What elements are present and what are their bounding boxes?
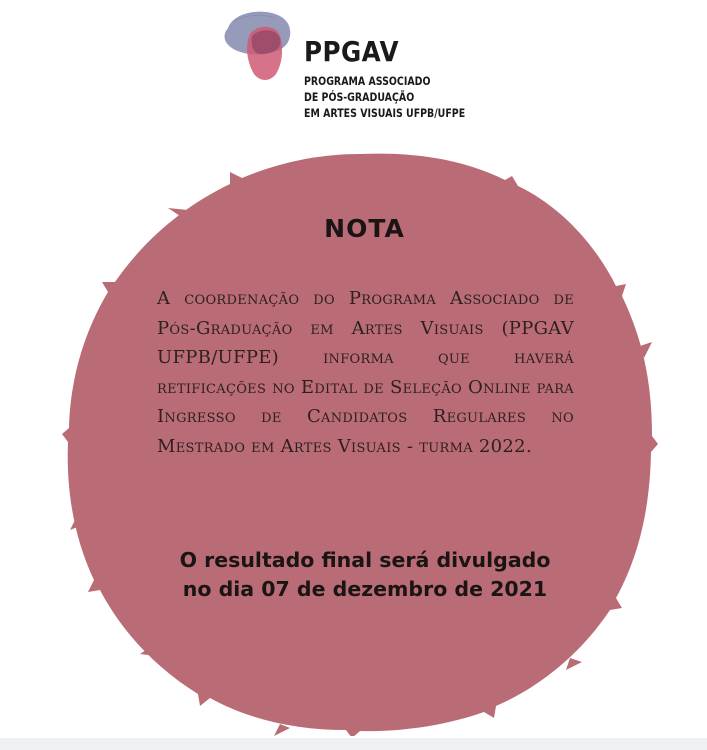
- result-line-1: O resultado final será divulgado: [179, 548, 551, 572]
- ppgav-logo: [220, 8, 490, 133]
- bottom-strip: [0, 738, 707, 750]
- result-announcement: [120, 546, 610, 604]
- logo-subtitle-line-1: PROGRAMA ASSOCIADO: [304, 74, 431, 88]
- notice-title: NOTA: [324, 214, 405, 243]
- notice-body: A coordenação do Programa Associado de Pós-Graduação em Artes Visuais (PPGAV UFPB/UFPE) informa que haverá retificações no Edital de Seleção Online para Ingresso de Candidatos Regulares no Mestrado em Artes Visuais - turma 2022.: [157, 288, 574, 457]
- logo-subtitle-line-3: EM ARTES VISUAIS UFPB/UFPE: [304, 106, 466, 120]
- ppgav-logo-mark: [220, 8, 298, 82]
- result-line-2: no dia 07 de dezembro de 2021: [182, 577, 548, 601]
- logo-acronym: PPGAV: [304, 35, 400, 68]
- logo-subtitle-line-2: DE PÓS-GRADUAÇÃO: [304, 90, 415, 104]
